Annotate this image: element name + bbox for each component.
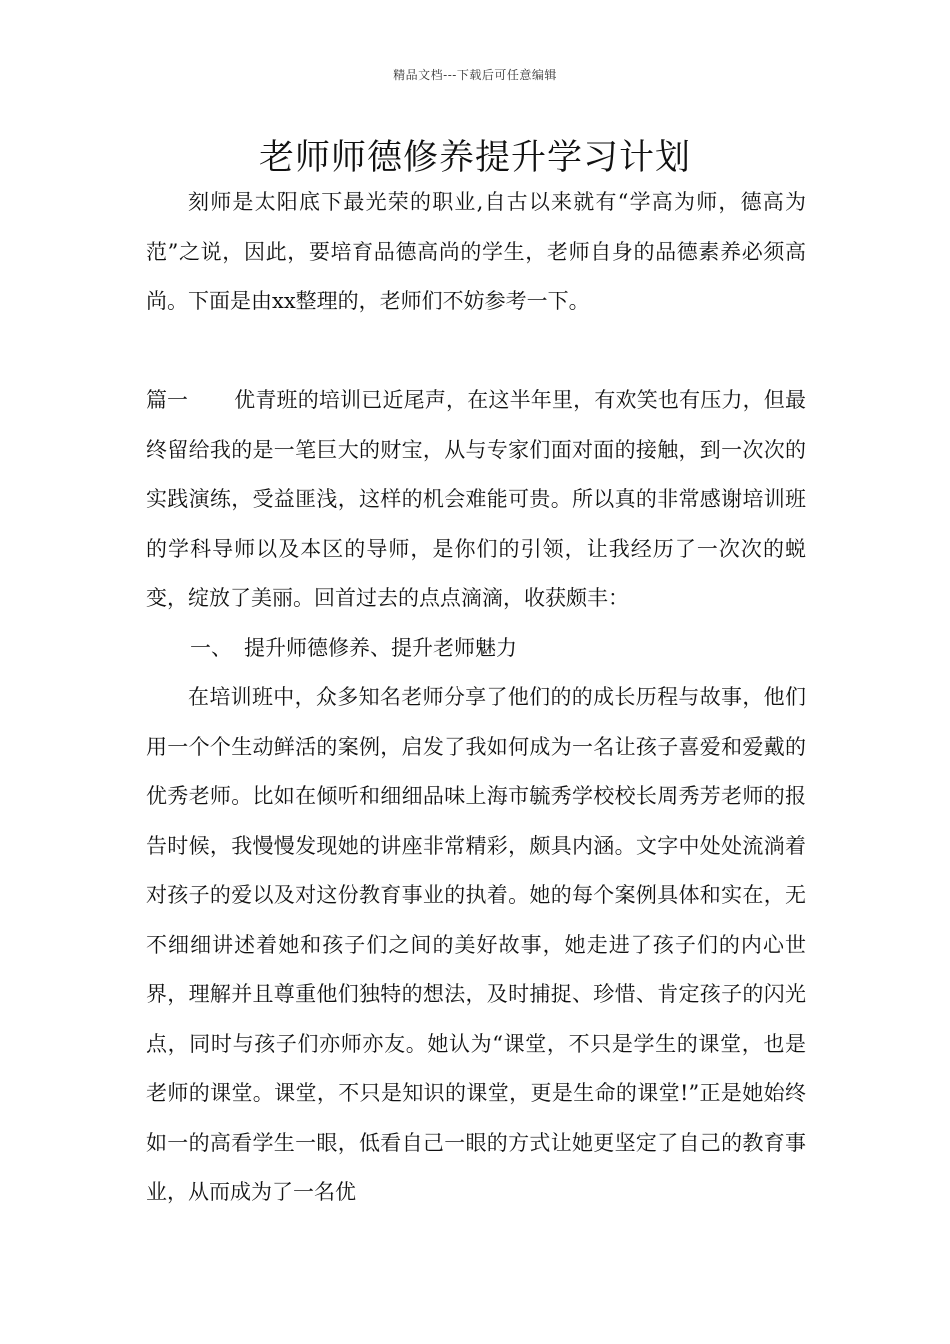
document-title: 老师师德修养提升学习计划: [258, 138, 691, 178]
body-paragraph: 在培训班中，众多知名老师分享了他们的的成长历程与故事，他们用一个个生动鲜活的案例，启发了我如何成为一名让孩子喜爱和爱戴的优秀老师。比如在倾听和细细品味上海市毓秀学校校长周秀芳老师的报告时候，我慢慢发现她的讲座非常精彩，颇具内涵。文字中处处流淌着对孩子的爱以及对这份教育事业的执着。她的每个案例具体和实在，无不细细讲述着她和孩子们之间的美好故事，她走进了孩子们的内心世界，理解并且尊重他们独特的想法，及时捕捉、珍惜、肯定孩子的闪光点，同时与孩子们亦师亦友。她认为“课堂，不只是学生的课堂，也是老师的课堂。课堂，不只是知识的课堂，更是生命的课堂!”正是她始终如一的高看学生一眼，低看自己一眼的方式让她更坚定了自己的教育事业，从而成为了一名优: [146, 685, 806, 1204]
sub-heading-number: 一、: [190, 635, 232, 660]
paragraph-gap: [146, 327, 806, 377]
sub-heading-text: 提升师德修养、提升老师魅力: [244, 635, 517, 660]
document-body: [146, 178, 806, 1218]
section-one-paragraph: [146, 376, 806, 624]
intro-paragraph: 刻师是太阳底下最光荣的职业,自古以来就有“学高为师，德高为范”之说，因此，要培育品德高尚的学生，老师自身的品德素养必须高尚。下面是由xx整理的，老师们不妨参考一下。: [146, 190, 806, 313]
page-header: 精品文档---下载后可任意编辑: [393, 68, 557, 82]
section-one-text: 优青班的培训已近尾声，在这半年里，有欢笑也有压力，但最终留给我的是一笔巨大的财宝，从与专家们面对面的接触，到一次次的实践演练，受益匪浅，这样的机会难能可贵。所以真的非常感谢培训班的学科导师以及本区的导师，是你们的引领，让我经历了一次次的蜕变，绽放了美丽。回首过去的点点滴滴，收获颇丰：: [146, 388, 806, 610]
sub-heading: [146, 624, 806, 674]
section-label: 篇一: [146, 388, 188, 412]
